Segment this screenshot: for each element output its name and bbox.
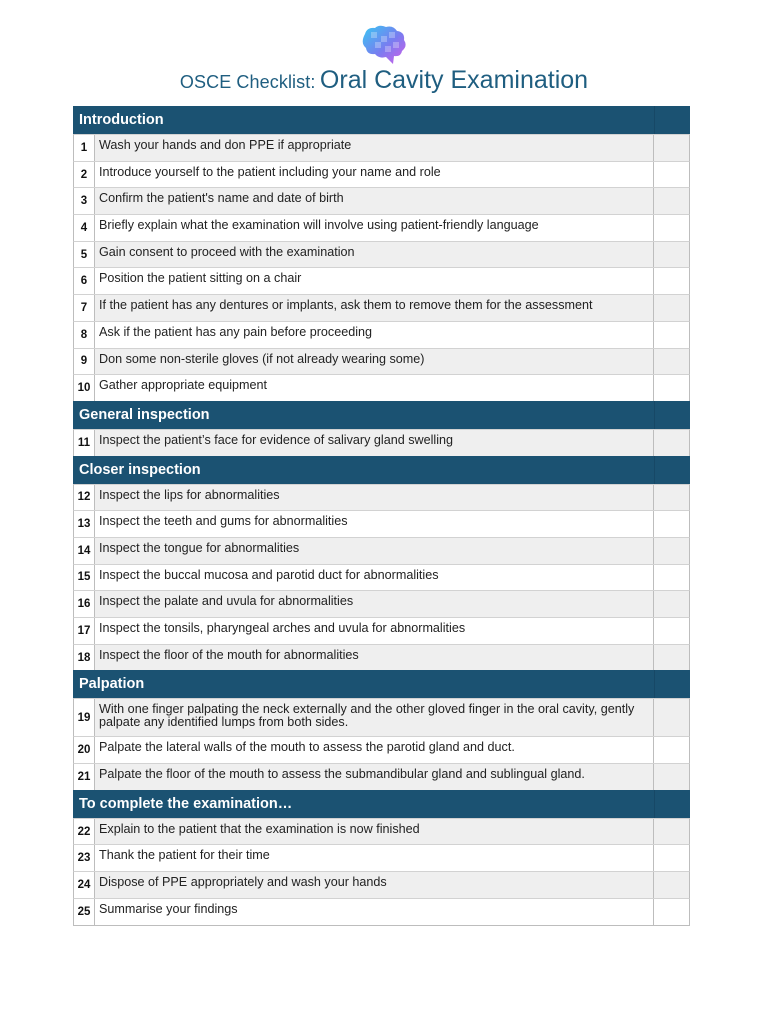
item-text: Briefly explain what the examination will involve using patient-friendly language [95,215,653,241]
section-header-check-column [654,456,690,484]
item-checkbox[interactable] [653,591,689,617]
item-number: 3 [74,188,95,214]
checklist-row [73,564,690,591]
item-number: 15 [74,565,95,591]
checklist-row [73,871,690,898]
item-text: Inspect the teeth and gums for abnormalities [95,511,653,537]
title-main: Oral Cavity Examination [319,66,589,94]
section-header-check-column [654,401,690,429]
item-checkbox[interactable] [653,845,689,871]
item-number: 7 [74,295,95,321]
item-text: With one finger palpating the neck externally and the other gloved finger in the oral cavity, gently palpate any identified lumps from both sides. [95,699,653,736]
item-number: 11 [74,430,95,456]
checklist-row [73,429,690,456]
checklist-row [73,763,690,790]
item-number: 17 [74,618,95,644]
checklist-row [73,898,690,925]
checklist-row [73,736,690,763]
checklist-row [73,267,690,294]
item-text: Introduce yourself to the patient including your name and role [95,162,653,188]
item-number: 5 [74,242,95,268]
item-checkbox[interactable] [653,322,689,348]
checklist-row [73,617,690,644]
checklist-row [73,321,690,348]
item-checkbox[interactable] [653,349,689,375]
item-number: 20 [74,737,95,763]
item-checkbox[interactable] [653,375,689,401]
checklist-row [73,484,690,511]
item-checkbox[interactable] [653,737,689,763]
section-header-check-column [654,670,690,698]
item-checkbox[interactable] [653,430,689,456]
item-checkbox[interactable] [653,618,689,644]
checklist-table [73,106,690,926]
item-text: If the patient has any dentures or implants, ask them to remove them for the assessment [95,295,653,321]
item-number: 1 [74,135,95,161]
section-header [73,106,690,134]
item-number: 25 [74,899,95,925]
item-number: 18 [74,645,95,671]
item-number: 23 [74,845,95,871]
item-checkbox[interactable] [653,511,689,537]
item-text: Inspect the lips for abnormalities [95,485,653,511]
section-header [73,790,690,818]
brain-logo-icon [359,24,411,68]
section-header [73,670,690,698]
checklist-row [73,818,690,845]
item-text: Position the patient sitting on a chair [95,268,653,294]
item-text: Confirm the patient's name and date of birth [95,188,653,214]
section-title: To complete the examination… [79,795,293,812]
item-number: 13 [74,511,95,537]
checklist-row [73,698,690,736]
item-number: 9 [74,349,95,375]
item-text: Inspect the floor of the mouth for abnormalities [95,645,653,671]
checklist-row [73,214,690,241]
item-checkbox[interactable] [653,188,689,214]
checklist-row [73,294,690,321]
item-text: Inspect the tonsils, pharyngeal arches and uvula for abnormalities [95,618,653,644]
item-number: 19 [74,699,95,736]
item-text: Dispose of PPE appropriately and wash your hands [95,872,653,898]
section-header [73,456,690,484]
item-text: Inspect the patient’s face for evidence of salivary gland swelling [95,430,653,456]
item-checkbox[interactable] [653,565,689,591]
checklist-row [73,161,690,188]
item-text: Don some non-sterile gloves (if not already wearing some) [95,349,653,375]
item-checkbox[interactable] [653,215,689,241]
item-text: Ask if the patient has any pain before proceeding [95,322,653,348]
item-number: 16 [74,591,95,617]
item-checkbox[interactable] [653,699,689,736]
item-text: Gain consent to proceed with the examination [95,242,653,268]
item-text: Thank the patient for their time [95,845,653,871]
item-number: 24 [74,872,95,898]
page-title [0,66,768,95]
item-number: 14 [74,538,95,564]
item-number: 6 [74,268,95,294]
item-checkbox[interactable] [653,135,689,161]
item-number: 12 [74,485,95,511]
section-title: Closer inspection [79,461,201,478]
item-checkbox[interactable] [653,538,689,564]
item-checkbox[interactable] [653,872,689,898]
item-text: Palpate the lateral walls of the mouth to assess the parotid gland and duct. [95,737,653,763]
item-text: Inspect the tongue for abnormalities [95,538,653,564]
item-text: Palpate the floor of the mouth to assess the submandibular gland and sublingual gland. [95,764,653,790]
section-header-check-column [654,790,690,818]
item-checkbox[interactable] [653,899,689,925]
item-checkbox[interactable] [653,485,689,511]
item-number: 10 [74,375,95,401]
item-text: Inspect the buccal mucosa and parotid duct for abnormalities [95,565,653,591]
item-text: Explain to the patient that the examination is now finished [95,819,653,845]
item-checkbox[interactable] [653,162,689,188]
item-text: Summarise your findings [95,899,653,925]
section-title: Palpation [79,676,145,693]
item-checkbox[interactable] [653,268,689,294]
section-title: Introduction [79,112,164,128]
checklist-row [73,241,690,268]
item-checkbox[interactable] [653,242,689,268]
checklist-row [73,510,690,537]
item-number: 21 [74,764,95,790]
section-header [73,401,690,429]
item-text: Wash your hands and don PPE if appropriate [95,135,653,161]
item-number: 2 [74,162,95,188]
item-number: 8 [74,322,95,348]
checklist-row [73,537,690,564]
item-number: 4 [74,215,95,241]
checklist-row [73,187,690,214]
title-prefix: OSCE Checklist: [179,72,316,92]
checklist-row [73,374,690,401]
item-number: 22 [74,819,95,845]
checklist-row [73,644,690,671]
section-title: General inspection [79,406,210,423]
item-text: Inspect the palate and uvula for abnormalities [95,591,653,617]
checklist-row [73,590,690,617]
item-checkbox[interactable] [653,645,689,671]
item-text: Gather appropriate equipment [95,375,653,401]
item-checkbox[interactable] [653,764,689,790]
item-checkbox[interactable] [653,819,689,845]
item-checkbox[interactable] [653,295,689,321]
checklist-row [73,348,690,375]
checklist-row [73,844,690,871]
section-header-check-column [654,106,690,134]
checklist-row [73,134,690,161]
